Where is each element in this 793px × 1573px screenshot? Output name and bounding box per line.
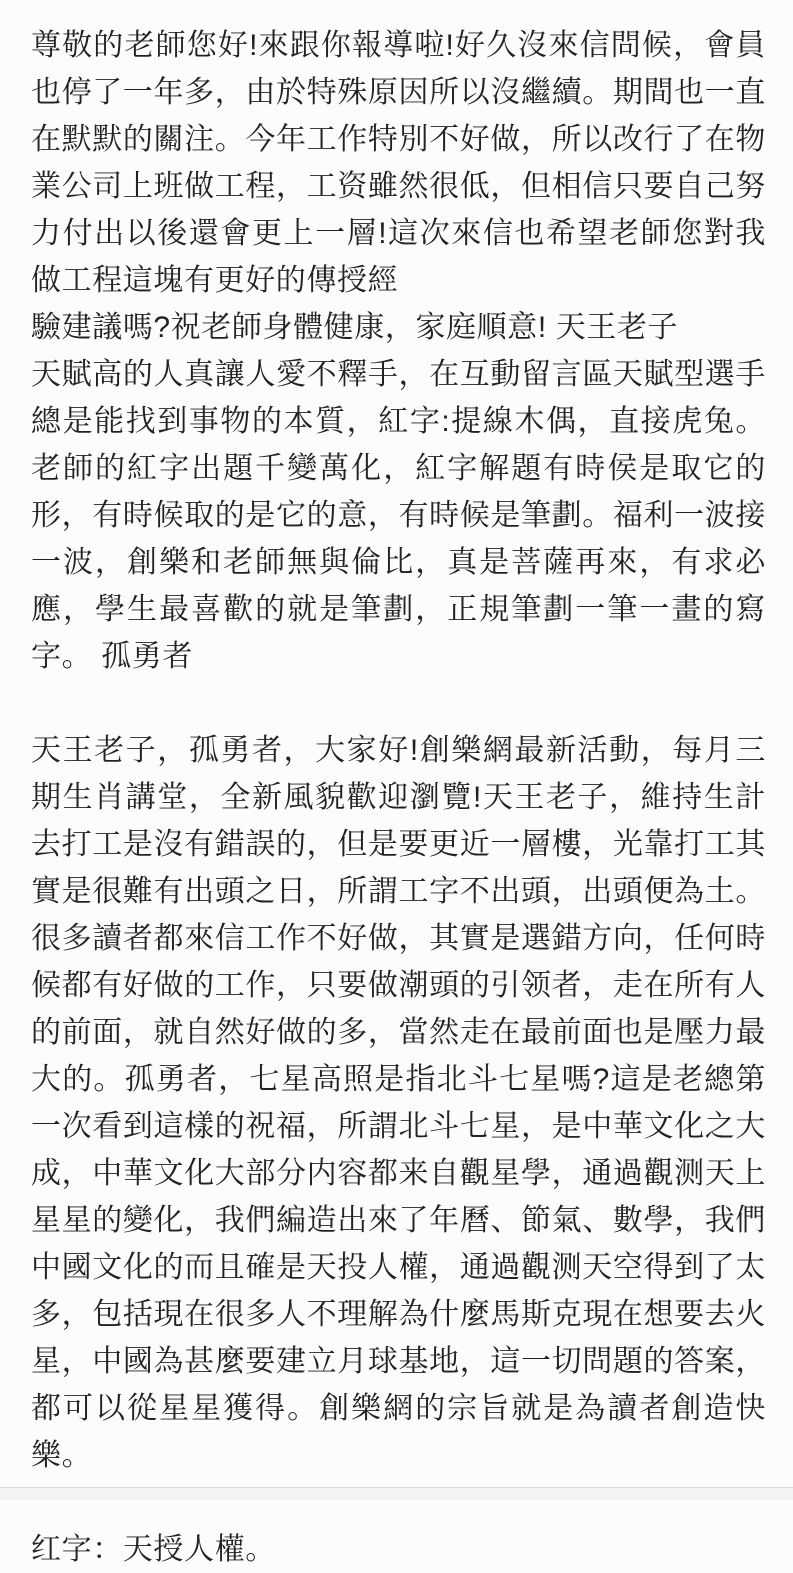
salutation-paragraph: 尊敬的老師您好!來跟你報導啦!好久沒來信問候，會員也停了一年多，由於特殊原因所以沒繼續。期間也一直在默默的關注。今年工作特別不好做，所以改行了在物業公司上班做工程，工资雖然很低，但相信只要自己努力付出以後還會更上一層!這次來信也希望老師您對我做工程這塊有更好的傳授經 xyxy=(31,29,766,297)
reply-paragraph: 天王老子，孤勇者，大家好!創樂網最新活動，每月三期生肖講堂，全新風貌歡迎瀏覽!天王老子，維持生計去打工是沒有錯誤的，但是要更近一層樓，光靠打工其實是很難有出頭之日，所謂工字不出頭，出頭便為土。很多讀者都來信工作不好做，其實是選錯方向，任何時候都有好做的工作，只要做潮頭的引领者，走在所有人的前面，就自然好做的多，當然走在最前面也是壓力最大的。孤勇者，七星高照是指北斗七星嗎?這是老總第一次看到這樣的祝福，所謂北斗七星，是中華文化之大成，中華文化大部分内容都来自觀星學，通過觀测天上星星的變化，我們編造出來了年曆、節氣、數學，我們中國文化的而且確是天投人權，通過觀测天空得到了太多，包括現在很多人不理解為什麼馬斯克現在想要去火星，中國為甚麼要建立月球基地，這一切問題的答案，都可以從星星獲得。創樂網的宗旨就是為讀者創造快樂。 xyxy=(31,734,766,1472)
reader-comment-paragraph: 天賦高的人真讓人愛不釋手，在互動留言區天賦型選手總是能找到事物的本質，紅字:提線木偶，直接虎兔。老師的紅字出題千變萬化，紅字解題有時侯是取它的形，有時候取的是它的意，有時候是筆劃。福利一波接一波，創樂和老師無與倫比，真是菩薩再來，有求必應，學生最喜歡的就是筆劃，正規筆劃一筆一畫的寫字。 孤勇者 xyxy=(31,358,766,673)
red-word-answer-line: 红字：天授人權。 xyxy=(31,1533,276,1566)
salutation-continuation-line: 驗建議嗎?祝老師身體健康，家庭順意! 天王老子 xyxy=(31,311,679,344)
page-bottom-edge-divider xyxy=(0,1487,793,1500)
